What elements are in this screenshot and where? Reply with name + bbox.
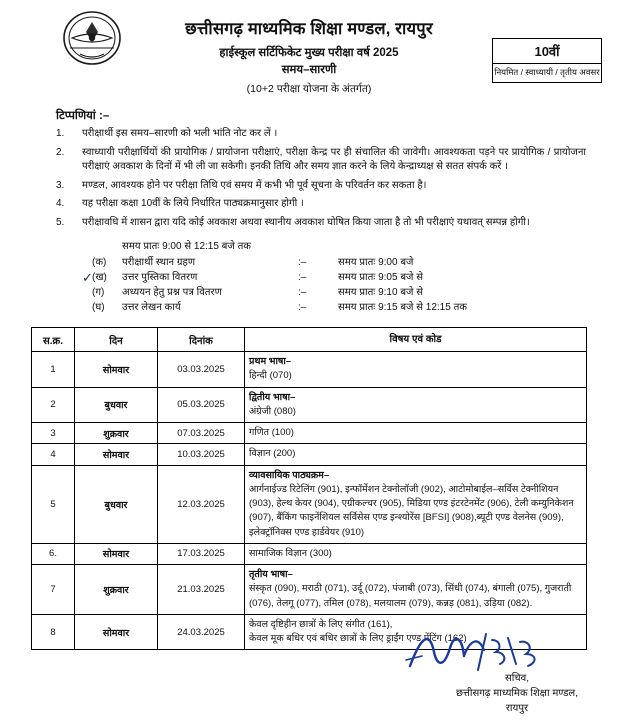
note-number: 1. xyxy=(56,128,65,139)
cell-day: शुक्रवार xyxy=(75,565,158,615)
schedule-table xyxy=(31,327,587,650)
note-text: यह परीक्षा कक्षा 10वीं के लिये निर्धारित पाठ्यक्रमानुसार होगी । xyxy=(82,198,304,209)
cell-day: शुक्रवार xyxy=(75,423,158,444)
note-text: परीक्षावधि में शासन द्वारा यदि कोई अवकाश अथवा स्थानीय अवकाश घोषित किया जाता है तो भी परीक्षाएं यथावत् सम्पन्न होगी। xyxy=(82,216,530,228)
note-item xyxy=(14,216,604,231)
timing-label: (घ) xyxy=(92,302,105,313)
class-label: 10वीं xyxy=(534,44,560,59)
table-row xyxy=(32,444,587,465)
subject-line: सामाजिक विज्ञान (300) xyxy=(249,547,332,559)
note-text: स्वाध्यायी परीक्षार्थियों की प्रायोगिक / प्रायोजना परीक्षाएं, परीक्षा केन्द्र पर ही संचालित की जावेगी। आवश्यकता पड़ने पर प्रायोगिक / प्रायोजना परीक्षाएं अवकाश के दिनों में भी ली जा सकेगी। इनकी तिथि और समय ज्ञात करने के लिये केन्द्राध्यक्ष से सतत संपर्क करें । xyxy=(82,146,586,172)
cell-subject xyxy=(245,387,587,423)
note-item xyxy=(14,197,604,212)
subject-line: अंग्रेजी (080) xyxy=(249,405,296,417)
timing-row xyxy=(92,285,604,300)
cell-serial: 3 xyxy=(32,423,75,444)
note-number: 3. xyxy=(56,179,65,191)
timing-activity: अध्ययन हेतु प्रश्न पत्र वितरण xyxy=(122,287,222,298)
note-number: 4. xyxy=(56,198,65,209)
board-title: छत्तीसगढ़ माध्यमिक शिक्षा मण्डल, रायपुर xyxy=(185,20,433,38)
timing-label: (ग) xyxy=(92,287,105,298)
subject-line: गणित (100) xyxy=(249,427,294,438)
timing-block xyxy=(14,238,604,315)
footer-org-line1: छत्तीसगढ़ माध्यमिक शिक्षा मण्डल, xyxy=(455,688,578,699)
table-header-row xyxy=(32,328,587,352)
note-number: 5. xyxy=(56,216,65,228)
board-emblem-icon xyxy=(62,10,122,68)
cell-day: सोमवार xyxy=(75,444,158,465)
timing-row xyxy=(92,300,604,315)
cell-date: 17.03.2025 xyxy=(158,543,245,564)
subject-lead: द्वितीय भाषा– xyxy=(249,391,296,403)
note-item xyxy=(14,146,604,175)
timing-activity: परीक्षार्थी स्थान ग्रहण xyxy=(122,257,196,268)
cell-subject xyxy=(245,423,587,444)
cell-serial: 4 xyxy=(32,444,75,465)
cell-date: 10.03.2025 xyxy=(158,444,245,465)
table-row xyxy=(32,465,587,543)
cell-subject xyxy=(245,444,587,465)
cell-serial: 7 xyxy=(32,565,75,615)
table-row xyxy=(32,543,587,564)
document-header xyxy=(14,8,604,96)
note-text: मण्डल, आवश्यक होने पर परीक्षा तिथि एवं समय में कभी भी पूर्व सूचना के परिवर्तन कर सकता है। xyxy=(82,179,427,191)
subject-lead: प्रथम भाषा– xyxy=(249,356,292,367)
notes-heading: टिप्पणियां :– xyxy=(56,110,110,122)
cell-serial: 6. xyxy=(32,543,75,564)
subject-line: हिन्दी (070) xyxy=(249,370,292,382)
cell-day: बुधवार xyxy=(75,387,158,423)
subject-line: संस्कृत (090), मराठी (071), उर्दू (072), पंजाबी (073), सिंधी (074), बंगाली (075), गुजराती (076), तेलगू (077), तमिल (078), मलयालम (079), कन्नड़ (081), उड़िया (082). xyxy=(249,583,572,609)
timing-activity: उत्तर पुस्तिका वितरण xyxy=(122,272,198,283)
timing-separator: :– xyxy=(298,257,307,268)
cell-day: बुधवार xyxy=(75,465,158,543)
cell-day: सोमवार xyxy=(75,614,158,650)
subject-line: विज्ञान (200) xyxy=(249,448,296,460)
table-row xyxy=(32,423,587,444)
timing-separator: :– xyxy=(298,272,307,283)
subject-line: आर्गनाईज्ड रिटेलिंग (901), इन्फॉर्मेशन टेक्नोलॉजी (902), आटोमोबाईल–सर्विस टेक्नीशियन (903), हेल्थ केयर (904), एग्रीकल्चर (905), मिडिया एण्ड इंटरटेनमेंट (906), टेली कम्युनिकेशन (907), बैंकिंग फाइनेंशियल सर्विसेस एण्ड इन्श्योरेंस [BFSI] (908),ब्यूटी एण्ड वेलनेस (909), इलेक्ट्रॉनिक्स एण्ड हार्डवेयर (910) xyxy=(249,483,574,538)
timing-time: समय प्रातः 9:15 बजे से 12:15 तक xyxy=(338,302,467,313)
timing-label: (ख) xyxy=(92,272,107,283)
column-header-subject: विषय एवं कोड xyxy=(245,328,587,352)
table-row xyxy=(32,565,587,615)
timing-row xyxy=(82,270,604,285)
cell-date: 03.03.2025 xyxy=(158,352,245,388)
scheme-note: (10+2 परीक्षा योजना के अंतर्गत) xyxy=(246,83,372,95)
cell-subject xyxy=(245,465,587,543)
table-row xyxy=(32,352,587,388)
candidate-types-label: नियमित / स्वाध्यायी / तृतीय अवसर xyxy=(494,67,600,77)
checkmark-icon: ✓ xyxy=(82,270,93,285)
signature-mark xyxy=(404,626,544,674)
footer-designation: सचिव, xyxy=(504,673,529,684)
timing-time: समय प्रातः 9:10 बजे से xyxy=(338,287,424,298)
cell-serial: 1 xyxy=(32,352,75,388)
timing-label: (क) xyxy=(92,257,107,268)
cell-subject xyxy=(245,352,587,388)
table-row xyxy=(32,387,587,423)
subject-lead: तृतीय भाषा– xyxy=(249,569,293,580)
timing-activity: उत्तर लेखन कार्य xyxy=(122,302,181,313)
note-item xyxy=(14,179,604,194)
cell-subject xyxy=(245,565,587,615)
cell-day: सोमवार xyxy=(75,352,158,388)
subject-line: केवल दृष्टिहीन छात्रों के लिए संगीत (161), xyxy=(249,618,393,630)
cell-date: 12.03.2025 xyxy=(158,465,245,543)
timing-heading: समय प्रातः 9:00 से 12:15 बजे तक xyxy=(122,241,251,252)
timing-separator: :– xyxy=(298,302,307,313)
cell-serial: 8 xyxy=(32,614,75,650)
column-header-date: दिनांक xyxy=(158,328,245,352)
note-number: 2. xyxy=(56,146,65,158)
class-box xyxy=(492,38,602,83)
note-item xyxy=(14,127,604,142)
note-text: परीक्षार्थी इस समय–सारणी को भली भांति नोट कर लें । xyxy=(82,128,278,139)
cell-date: 21.03.2025 xyxy=(158,565,245,615)
footer-block xyxy=(456,671,578,716)
timing-time: समय प्रातः 9:00 बजे xyxy=(338,257,414,268)
footer-org-line2: रायपुर xyxy=(505,703,529,714)
subject-line: केवल मूक बधिर एवं बधिर छात्रों के लिए ड्राईंग एण्ड पेंटिंग (162) xyxy=(249,633,467,644)
cell-date: 07.03.2025 xyxy=(158,423,245,444)
sheet-title: समय–सारणी xyxy=(281,64,337,76)
cell-date: 05.03.2025 xyxy=(158,387,245,423)
cell-date: 24.03.2025 xyxy=(158,614,245,650)
exam-title: हाईस्कूल सर्टिफिकेट मुख्य परीक्षा वर्ष 2025 xyxy=(219,47,399,59)
subject-lead: व्यावसायिक पाठ्यक्रम– xyxy=(249,469,330,481)
timing-row xyxy=(92,255,604,270)
timing-time: समय प्रातः 9:05 बजे से xyxy=(338,272,424,283)
column-header-serial: स.क्र. xyxy=(32,328,75,352)
cell-serial: 5 xyxy=(32,465,75,543)
cell-serial: 2 xyxy=(32,387,75,423)
cell-subject xyxy=(245,543,587,564)
column-header-day: दिन xyxy=(75,328,158,352)
cell-day: सोमवार xyxy=(75,543,158,564)
class-box-divider xyxy=(493,63,601,64)
timing-separator: :– xyxy=(298,287,307,298)
